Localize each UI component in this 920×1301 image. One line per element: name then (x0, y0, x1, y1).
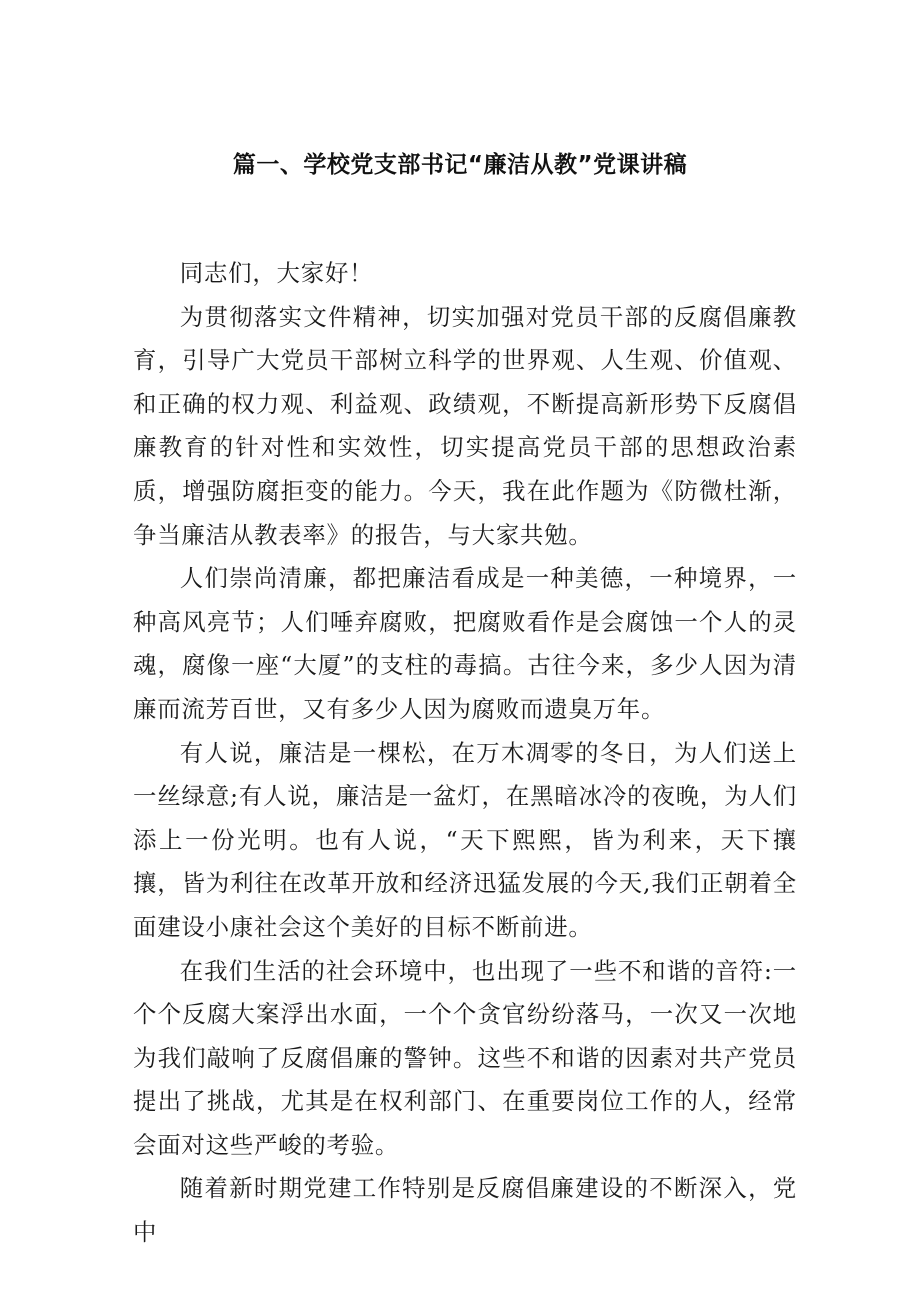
paragraph: 有人说，廉洁是一棵松，在万木凋零的冬日，为人们送上一丝绿意;有人说，廉洁是一盆灯，在黑暗冰冷的夜晚，为人们添上一份光明。也有人说，“天下熙熙，皆为利来，天下攘攘，皆为利往在改革开放和经济迅猛发展的今天,我们正朝着全面建设小康社会这个美好的目标不断前进。 (133, 738, 797, 941)
paragraph: 随着新时期党建工作特别是反腐倡廉建设的不断深入，党中 (133, 1174, 797, 1247)
paragraph: 在我们生活的社会环境中，也出现了一些不和谐的音符:一个个反腐大案浮出水面，一个个贪官纷纷落马，一次又一次地为我们敲响了反腐倡廉的警钟。这些不和谐的因素对共产党员提出了挑战，尤其是在权利部门、在重要岗位工作的人，经常会面对这些严峻的考验。 (133, 956, 797, 1159)
document-title: 篇一、学校党支部书记“廉洁从教”党课讲稿 (232, 152, 688, 178)
document-body (133, 252, 797, 1255)
paragraph-greeting: 同志们，大家好！ (179, 259, 374, 287)
paragraph: 人们崇尚清廉，都把廉洁看成是一种美德，一种境界，一种高风亮节；人们唾弃腐败，把腐败看作是会腐蚀一个人的灵魂，腐像一座“大厦”的支柱的毒搞。古往今来，多少人因为清廉而流芳百世，又有多少人因为腐败而遗臭万年。 (133, 564, 797, 723)
paragraph: 为贯彻落实文件精神，切实加强对党员干部的反腐倡廉教育，引导广大党员干部树立科学的世界观、人生观、价值观、和正确的权力观、利益观、政绩观，不断提高新形势下反腐倡廉教育的针对性和实效性，切实提高党员干部的思想政治素质，增强防腐拒变的能力。今天，我在此作题为《防微杜渐，争当廉洁从教表率》的报告，与大家共勉。 (133, 302, 797, 549)
